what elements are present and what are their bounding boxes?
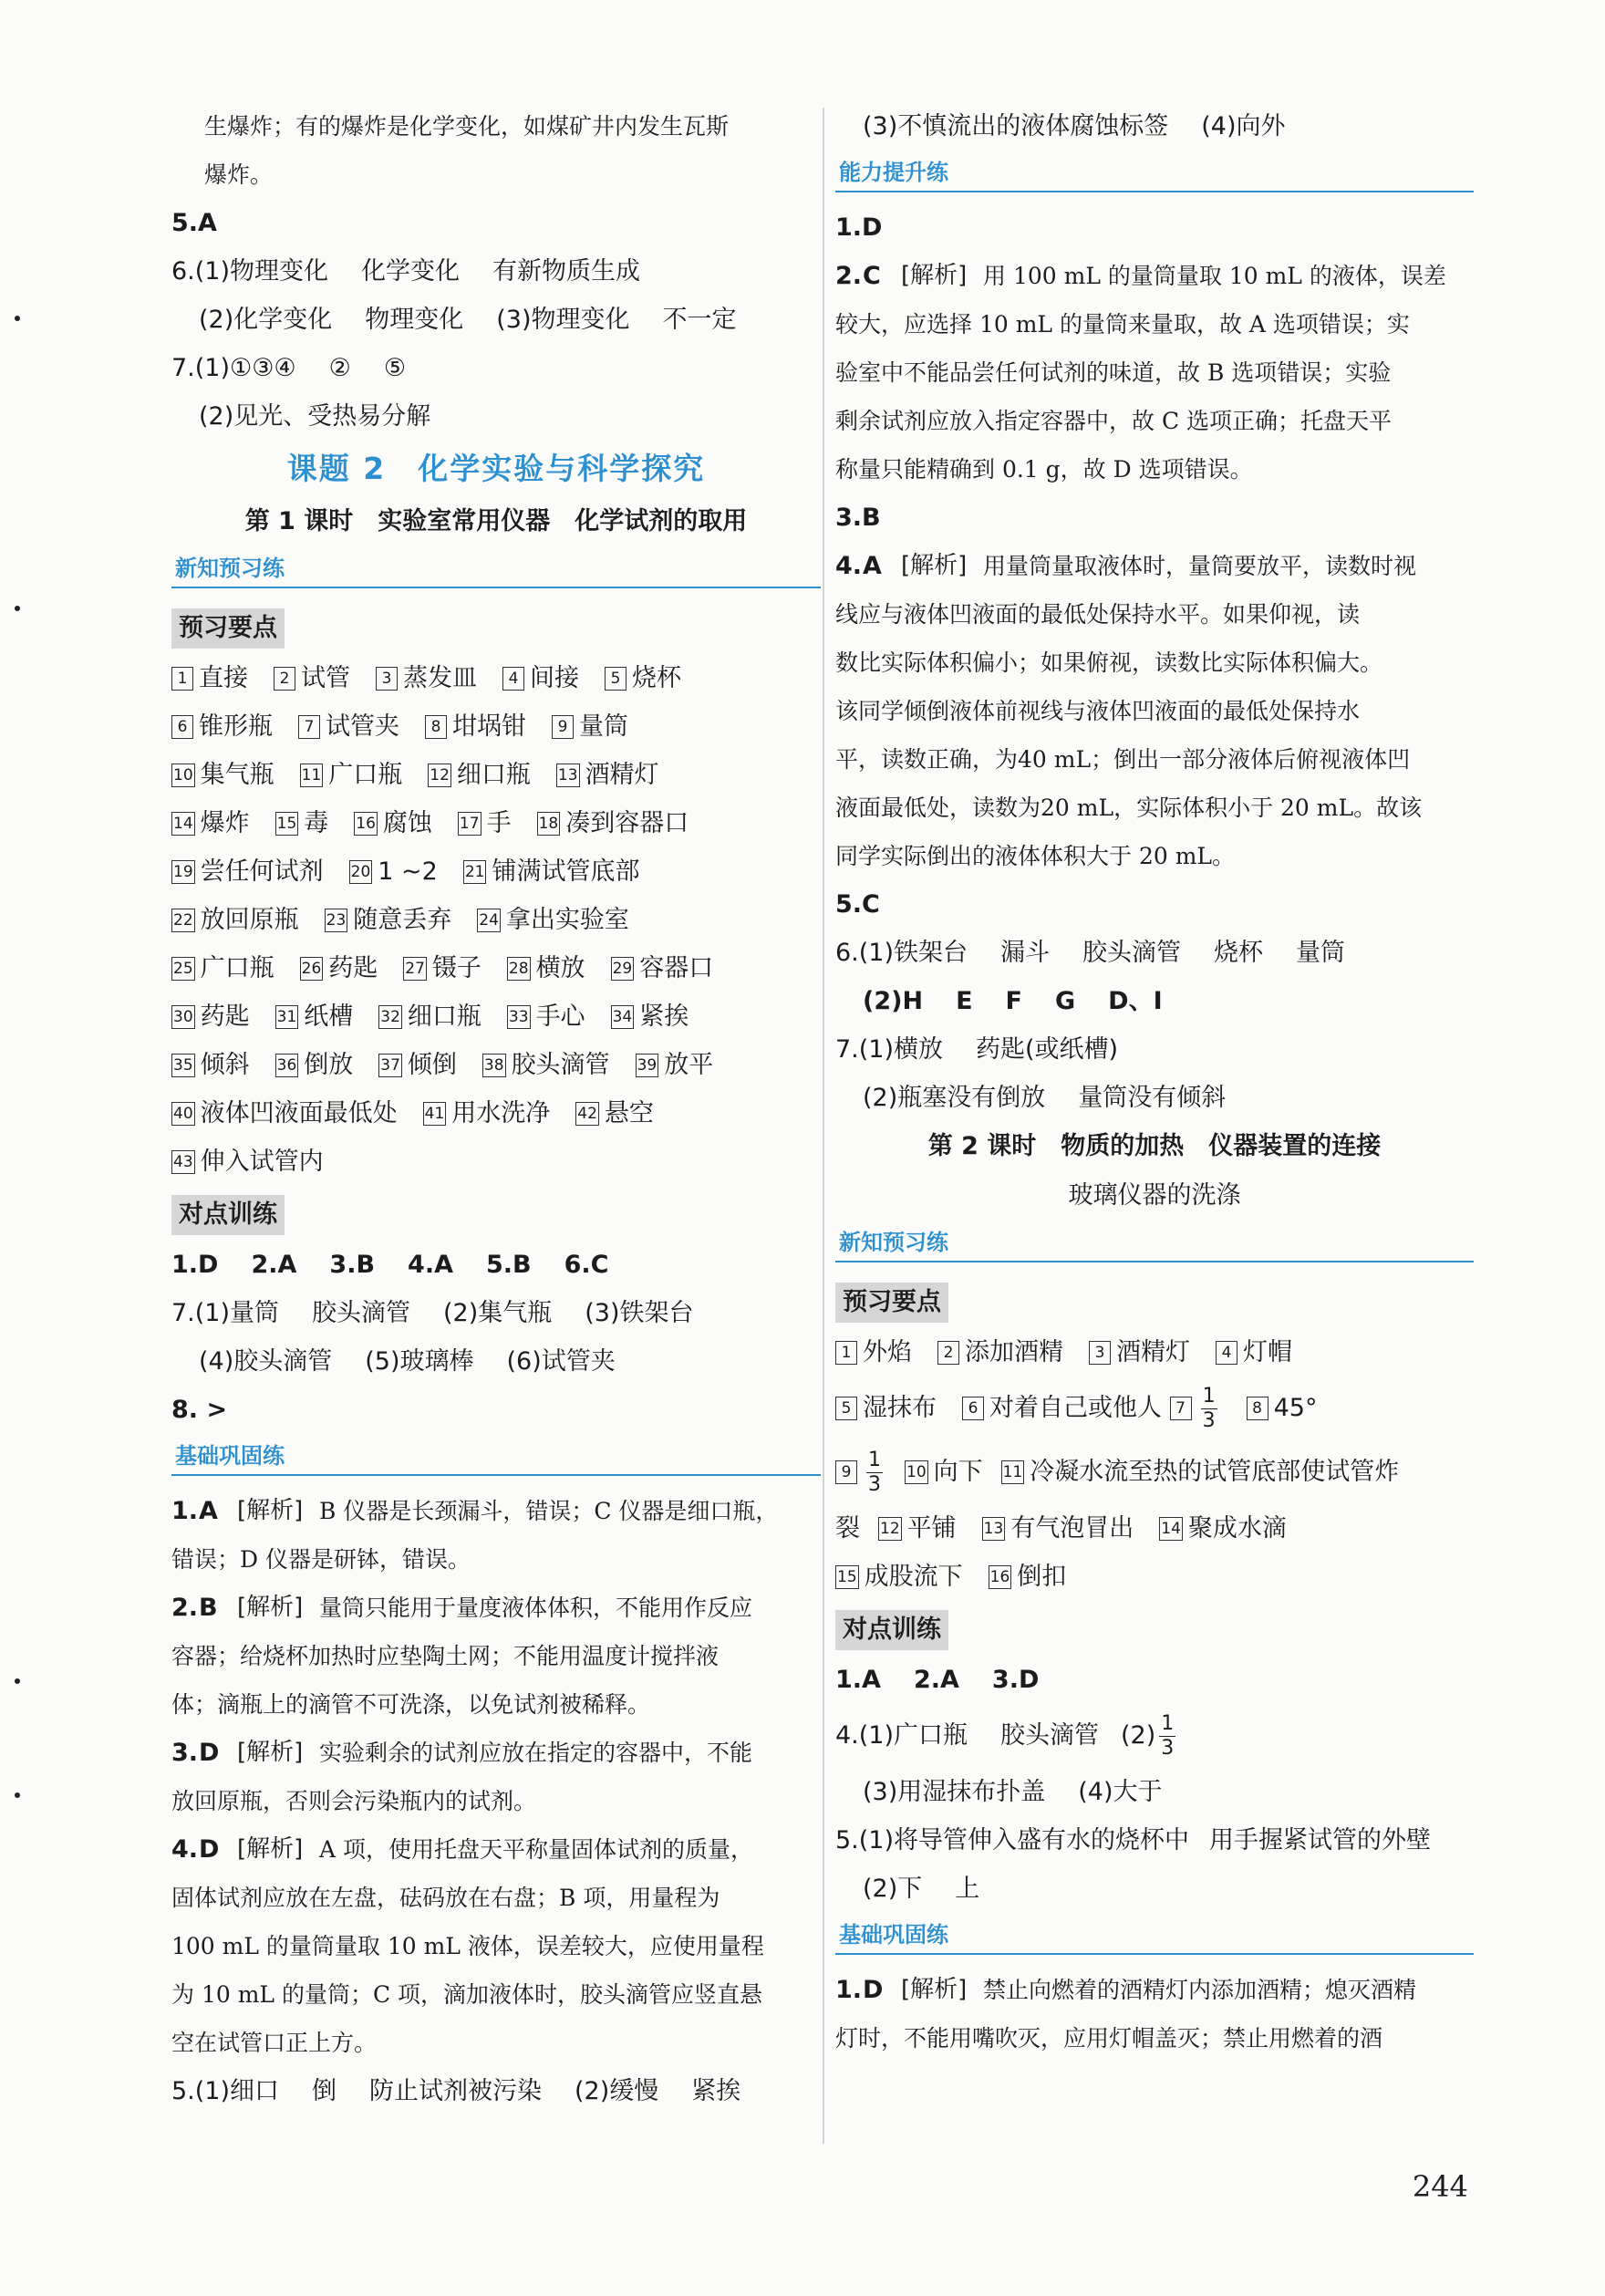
item-number-box: 24 xyxy=(477,909,501,932)
margin-dot xyxy=(15,1678,20,1684)
analysis-label: [解析] xyxy=(237,1594,304,1621)
analysis-line: 液面最低处，读数为20 mL，实际体积小于 20 mL。故该 xyxy=(835,795,1423,821)
item-number-box: 14 xyxy=(1159,1517,1183,1541)
item-answer: 广口瓶 xyxy=(328,761,403,789)
item-number-box: 34 xyxy=(611,1005,635,1029)
answer-6-line2: (2)化学变化 物理变化 (3)物理变化 不一定 xyxy=(199,306,737,334)
item-answer: 酒精灯 xyxy=(585,761,659,789)
preview-item xyxy=(171,847,324,896)
preview-item xyxy=(611,992,689,1041)
preview-item xyxy=(171,992,250,1041)
item-answer: 药匙 xyxy=(200,1003,250,1031)
nengli-answer-2 xyxy=(835,252,1474,493)
item-number-box: 42 xyxy=(575,1102,599,1126)
preview-item xyxy=(378,992,482,1041)
preview-items-row xyxy=(171,702,821,751)
tag-xinzhi: 新知预习练 xyxy=(835,1226,1474,1266)
preview-item xyxy=(507,992,585,1041)
analysis-line: 同学实际倒出的液体体积大于 20 mL。 xyxy=(835,843,1236,869)
question-number: 4. xyxy=(835,552,863,580)
preview-item xyxy=(298,702,399,751)
analysis-line: 错误；D 仪器是研钵，错误。 xyxy=(171,1546,471,1573)
item-answer: 镊子 xyxy=(431,954,482,982)
item-answer: 紧挨 xyxy=(639,1003,689,1031)
item-answer: 倾斜 xyxy=(200,1051,250,1079)
left-column xyxy=(171,102,821,2115)
tag-jichu: 基础巩固练 xyxy=(835,1918,1474,1958)
preview-item xyxy=(275,992,354,1041)
analysis-line: B 仪器是长颈漏斗，错误；C 仪器是细口瓶， xyxy=(319,1498,779,1524)
item-number-box: 2 xyxy=(937,1341,959,1365)
preview-item xyxy=(275,799,329,847)
preview-item xyxy=(605,654,681,702)
item-answer: 凑到容器口 xyxy=(565,809,689,837)
item-answer: 细口瓶 xyxy=(407,1003,482,1031)
nengli-answer-1: 1.D xyxy=(835,213,883,242)
item-answer: 容器口 xyxy=(639,954,714,982)
tag-nengli: 能力提升练 xyxy=(835,156,1474,196)
preview-item xyxy=(937,1328,1063,1377)
question-number: 1. xyxy=(835,1976,863,2004)
preview-items-row xyxy=(171,799,821,847)
item-number-box: 5 xyxy=(605,667,626,691)
nengli-answer-6-line2: (2)H E F G D、I xyxy=(863,987,1163,1015)
item-number-box: 13 xyxy=(556,764,580,787)
item-answer: 酒精灯 xyxy=(1116,1338,1190,1366)
item-number-box: 4 xyxy=(1216,1341,1237,1365)
analysis-line: 空在试管口正上方。 xyxy=(171,2030,378,2056)
preview-item xyxy=(835,1328,912,1377)
item-number-box: 36 xyxy=(275,1054,299,1077)
analysis-answer xyxy=(171,1584,821,1729)
question-number: 2. xyxy=(171,1594,199,1622)
item-answer: 集气瓶 xyxy=(200,761,274,789)
preview-items-row xyxy=(171,896,821,944)
item-number-box: 19 xyxy=(171,860,195,884)
item-answer: 铺满试管底部 xyxy=(492,857,640,886)
lesson-title: 第 2 课时 物质的加热 仪器装置的连接 xyxy=(927,1132,1382,1160)
continued-answer: (3)不慎流出的液体腐蚀标签 (4)向外 xyxy=(863,112,1286,140)
duidian-line3: (3)用湿抹布扑盖 (4)大于 xyxy=(863,1778,1163,1806)
preview-item: 10 向下 xyxy=(906,1458,983,1486)
item-number-box: 37 xyxy=(378,1054,402,1077)
preview-items-row xyxy=(171,1041,821,1089)
item-answer: 尝任何试剂 xyxy=(200,857,324,886)
item-answer: 坩埚钳 xyxy=(452,712,526,741)
item-answer: 伸入试管内 xyxy=(200,1148,324,1176)
item-number-box: 26 xyxy=(300,957,324,981)
margin-dot xyxy=(15,606,20,611)
item-number-box: 11 xyxy=(300,764,324,787)
answer-letter: A xyxy=(199,1497,218,1525)
preview-item xyxy=(171,944,274,992)
item-number-box: 27 xyxy=(403,957,427,981)
preview-items-row xyxy=(835,1440,1474,1504)
item-number-box: 12 xyxy=(428,764,451,787)
answer-7-line2: (2)见光、受热易分解 xyxy=(199,402,431,431)
preview-item xyxy=(575,1089,654,1138)
preview-items-row: 裂 12 平铺 13 有气泡冒出 14 聚成水滴 xyxy=(835,1504,1474,1553)
analysis-label: [解析] xyxy=(901,262,968,289)
item-answer: 用水洗净 xyxy=(451,1099,551,1127)
item-number-box: 12 xyxy=(878,1517,902,1541)
item-number-box: 3 xyxy=(376,667,398,691)
preview-items xyxy=(171,654,821,1186)
item-number-box: 40 xyxy=(171,1102,195,1126)
jichu-answers xyxy=(171,1487,821,2067)
item-answer: 试管 xyxy=(301,664,350,692)
preview-item xyxy=(423,1089,551,1138)
item-number-box: 43 xyxy=(171,1150,195,1174)
fraction: $\frac{1}{3}$ xyxy=(1161,1712,1175,1760)
item-answer: 添加酒精 xyxy=(965,1338,1063,1366)
preview-item xyxy=(477,896,629,944)
preview-items-row xyxy=(171,654,821,702)
preview-item xyxy=(878,1504,957,1553)
analysis-answer xyxy=(835,252,1474,493)
preview-item xyxy=(1089,1328,1190,1377)
item-answer: 手心 xyxy=(535,1003,585,1031)
preview-item xyxy=(458,799,512,847)
item-answer: 直接 xyxy=(199,664,248,692)
preview-item xyxy=(552,702,628,751)
item-number-box: 18 xyxy=(537,812,561,836)
preview-item: 11 冷凝水流至热的试管底部使试管炸 xyxy=(1002,1458,1400,1486)
lesson-subtitle: 玻璃仪器的洗涤 xyxy=(1068,1181,1241,1210)
item-answer: 药匙 xyxy=(328,954,378,982)
answer-letter: D xyxy=(199,1835,220,1864)
analysis-line: 体；滴瓶上的滴管不可洗涤，以免试剂被稀释。 xyxy=(171,1691,651,1718)
item-number-box: 28 xyxy=(507,957,531,981)
analysis-line: 禁止向燃着的酒精灯内添加酒精；熄灭酒精 xyxy=(983,1977,1417,2003)
continued-text: 生爆炸；有的爆炸是化学变化，如煤矿井内发生瓦斯 爆炸。 xyxy=(204,113,730,188)
nengli-answer-7-line1: 7.(1)横放 药匙(或纸槽) xyxy=(835,1035,1119,1064)
margin-dot xyxy=(15,1792,20,1798)
preview-item xyxy=(171,654,248,702)
item-answer: 液体凹液面最低处 xyxy=(200,1099,398,1127)
jichu-answer-1 xyxy=(835,1966,1474,2062)
item-answer: 锥形瓶 xyxy=(199,712,273,741)
section-title: 课题 2 化学实验与科学探究 xyxy=(286,451,706,486)
item-number-box: 41 xyxy=(423,1102,447,1126)
preview-item xyxy=(354,799,432,847)
item-answer: 蒸发皿 xyxy=(403,664,477,692)
item-answer: 灯帽 xyxy=(1243,1338,1292,1366)
item-number-box: 23 xyxy=(325,909,348,932)
item-answer: 平铺 xyxy=(906,1514,957,1543)
item-number-box: 3 xyxy=(1089,1341,1111,1365)
item-answer: 倒放 xyxy=(304,1051,354,1079)
analysis-line: 容器；给烧杯加热时应垫陶土网；不能用温度计搅拌液 xyxy=(171,1643,720,1669)
analysis-line: 验室中不能品尝任何试剂的味道，故 B 选项错误；实验 xyxy=(835,359,1392,386)
item-number-box: 1 xyxy=(835,1341,857,1365)
nengli-answer-4 xyxy=(835,542,1474,880)
fraction: $\frac{1}{3}$ xyxy=(868,1449,881,1496)
answer-7-line1: 7.(1)①③④ ② ⑤ xyxy=(171,354,407,382)
item-answer: 成股流下 xyxy=(864,1563,963,1591)
preview-items-row xyxy=(835,1328,1474,1377)
tag-xinzhi: 新知预习练 xyxy=(171,552,821,592)
preview-item xyxy=(300,944,378,992)
analysis-line: 固体试剂应放在左盘，砝码放在右盘；B 项，用量程为 xyxy=(171,1885,720,1911)
item-number-box: 6 xyxy=(962,1397,984,1420)
analysis-label: [解析] xyxy=(901,552,968,579)
item-answer: 对着自己或他人 xyxy=(989,1394,1162,1422)
item-number-box: 5 xyxy=(835,1397,857,1420)
item-number-box: 15 xyxy=(275,812,299,836)
tag-jichu: 基础巩固练 xyxy=(171,1439,821,1480)
preview-item xyxy=(1216,1328,1292,1377)
preview-item xyxy=(275,1041,354,1089)
analysis-line: 用量筒量取液体时，量筒要放平，读数时视 xyxy=(983,553,1417,579)
analysis-line: 数比实际体积偏小；如果俯视，读数比实际体积偏大。 xyxy=(835,649,1383,676)
analysis-line: 量筒只能用于量度液体体积，不能用作反应 xyxy=(319,1595,753,1621)
item-number-box: 6 xyxy=(171,715,193,739)
nengli-answer-3: 3.B xyxy=(835,504,881,532)
item-answer: 放平 xyxy=(664,1051,714,1079)
analysis-label: [解析] xyxy=(237,1497,304,1524)
item-answer: 间接 xyxy=(530,664,579,692)
item-number-box: 10 xyxy=(171,764,195,787)
item-answer: 倾倒 xyxy=(407,1051,457,1079)
analysis-line: 100 mL 的量筒量取 10 mL 液体，误差较大，应使用量程 xyxy=(171,1933,764,1959)
preview-item xyxy=(376,654,477,702)
question-number: 2. xyxy=(835,262,863,290)
header-yuxi: 预习要点 xyxy=(171,608,285,649)
item-number-box: 25 xyxy=(171,957,195,981)
item-answer: 湿抹布 xyxy=(863,1394,937,1422)
preview-item xyxy=(556,751,659,799)
item-number-box: 21 xyxy=(463,860,487,884)
answer-letter: D xyxy=(863,1976,884,2004)
jichu-answer-5: 5.(1)细口 倒 防止试剂被污染 (2)缓慢 紧挨 xyxy=(171,2077,741,2105)
item-answer: 试管夹 xyxy=(326,712,399,741)
item-answer: 随意丢弃 xyxy=(353,906,452,934)
lesson-title: 第 1 课时 实验室常用仪器 化学试剂的取用 xyxy=(244,507,748,535)
preview-item xyxy=(835,1377,937,1440)
preview-items-row xyxy=(171,1138,821,1186)
preview-item xyxy=(171,896,299,944)
preview-item xyxy=(962,1377,1162,1440)
item-number-box: 29 xyxy=(611,957,635,981)
item-number-box: 13 xyxy=(982,1517,1006,1541)
item-number-box: 22 xyxy=(171,909,195,932)
preview-item xyxy=(171,702,273,751)
duidian-line3: (4)胶头滴管 (5)玻璃棒 (6)试管夹 xyxy=(199,1347,616,1376)
question-number: 1. xyxy=(171,1497,199,1525)
preview-items-row xyxy=(835,1553,1474,1601)
item-number-box: 32 xyxy=(378,1005,402,1029)
duidian-line2: 7.(1)量筒 胶头滴管 (2)集气瓶 (3)铁架台 xyxy=(171,1299,694,1327)
item-answer: 爆炸 xyxy=(200,809,250,837)
question-number: 3. xyxy=(171,1739,199,1767)
preview-item xyxy=(537,799,689,847)
analysis-label: [解析] xyxy=(901,1976,968,2003)
preview-item xyxy=(171,1041,250,1089)
item-answer: 烧杯 xyxy=(632,664,681,692)
item-number-box: 17 xyxy=(458,812,482,836)
item-answer: 腐蚀 xyxy=(382,809,432,837)
right-column xyxy=(835,102,1474,2062)
item-number-box: 16 xyxy=(354,812,378,836)
preview-item: 9 $\frac{1}{3}$ xyxy=(835,1440,886,1504)
preview-item xyxy=(982,1504,1134,1553)
preview-item xyxy=(1159,1504,1287,1553)
analysis-line: 剩余试剂应放入指定容器中，故 C 选项正确；托盘天平 xyxy=(835,408,1393,434)
item-answer: 横放 xyxy=(535,954,585,982)
analysis-line: 该同学倾倒液体前视线与液体凹液面的最低处保持水 xyxy=(835,698,1361,724)
item-number-box: 38 xyxy=(482,1054,506,1077)
analysis-line: 实验剩余的试剂应放在指定的容器中，不能 xyxy=(319,1740,753,1766)
item-answer: 毒 xyxy=(304,809,329,837)
item-answer: 纸槽 xyxy=(304,1003,354,1031)
header-yuxi: 预习要点 xyxy=(835,1283,948,1323)
item-answer: 放回原瓶 xyxy=(200,906,299,934)
preview-item: 7 $\frac{1}{3}$ xyxy=(1170,1377,1221,1440)
analysis-answer xyxy=(171,1729,821,1825)
item-answer: 拿出实验室 xyxy=(505,906,629,934)
item-answer: 量筒 xyxy=(579,712,628,741)
analysis-line: A 项，使用托盘天平称量固体试剂的质量， xyxy=(319,1836,754,1863)
preview-item xyxy=(482,1041,610,1089)
preview-item xyxy=(989,1553,1067,1601)
answer-letter: C xyxy=(863,262,881,290)
item-number-box: 33 xyxy=(507,1005,531,1029)
preview-items-row xyxy=(835,1377,1474,1440)
answer-letter: D xyxy=(199,1739,220,1767)
item-number-box: 2 xyxy=(274,667,295,691)
item-number-box: 4 xyxy=(502,667,524,691)
preview-item xyxy=(403,944,482,992)
item-answer: 广口瓶 xyxy=(200,954,274,982)
preview-item xyxy=(428,751,531,799)
preview-items-row xyxy=(171,751,821,799)
analysis-label: [解析] xyxy=(237,1739,304,1766)
item-answer: 聚成水滴 xyxy=(1187,1514,1287,1543)
column-divider xyxy=(823,108,824,2144)
nengli-answer-6-line1: 6.(1)铁架台 漏斗 胶头滴管 烧杯 量筒 xyxy=(835,939,1346,967)
item-answer: 1 ~2 xyxy=(378,857,438,886)
margin-dot xyxy=(15,316,20,321)
analysis-answer xyxy=(835,542,1474,880)
item-answer: 外焰 xyxy=(863,1338,912,1366)
preview-item xyxy=(502,654,579,702)
item-number-box: 39 xyxy=(636,1054,659,1077)
header-duidian: 对点训练 xyxy=(171,1195,285,1235)
preview-item xyxy=(425,702,526,751)
answer-letter: B xyxy=(199,1594,218,1622)
item-number-box: 30 xyxy=(171,1005,195,1029)
preview-item xyxy=(349,847,438,896)
duidian-line4: 8. > xyxy=(171,1396,228,1424)
analysis-line: 称量只能精确到 0.1 g，故 D 选项错误。 xyxy=(835,456,1253,483)
item-number-box: 20 xyxy=(349,860,373,884)
analysis-answer xyxy=(171,1825,821,2067)
nengli-answer-7-line2: (2)瓶塞没有倒放 量筒没有倾斜 xyxy=(863,1084,1227,1112)
answer-6-line1: 6.(1)物理变化 化学变化 有新物质生成 xyxy=(171,257,641,286)
item-answer: 有气泡冒出 xyxy=(1010,1514,1134,1543)
preview-item: 8 45° xyxy=(1247,1377,1318,1440)
item-number-box: 16 xyxy=(989,1565,1012,1589)
item-number-box: 15 xyxy=(835,1565,859,1589)
preview-item xyxy=(507,944,585,992)
item-number-box: 9 xyxy=(552,715,574,739)
duidian-line5: (2)下 上 xyxy=(863,1875,980,1903)
analysis-line: 灯时，不能用嘴吹灭，应用灯帽盖灭；禁止用燃着的酒 xyxy=(835,2025,1383,2052)
page-number: 244 xyxy=(1412,2169,1468,2204)
question-number: 4. xyxy=(171,1835,199,1864)
preview-item xyxy=(171,751,274,799)
answer-5: 5.A xyxy=(171,209,217,237)
preview-item xyxy=(171,799,250,847)
item-answer: 细口瓶 xyxy=(456,761,531,789)
answer-letter: A xyxy=(863,552,882,580)
preview-items-row xyxy=(171,847,821,896)
item-number-box: 7 xyxy=(298,715,320,739)
preview-item xyxy=(274,654,350,702)
preview-item xyxy=(171,1138,324,1186)
preview-item xyxy=(300,751,403,799)
analysis-answer xyxy=(171,1487,821,1584)
analysis-line: 用 100 mL 的量筒量取 10 mL 的液体，误差 xyxy=(983,263,1446,289)
duidian-line1: 1.D 2.A 3.B 4.A 5.B 6.C xyxy=(171,1251,609,1279)
item-number-box: 8 xyxy=(425,715,447,739)
header-duidian: 对点训练 xyxy=(835,1610,948,1650)
preview-items-row xyxy=(171,1089,821,1138)
analysis-line: 线应与液体凹液面的最低处保持水平。如果仰视，读 xyxy=(835,601,1361,628)
duidian-line1: 1.A 2.A 3.D xyxy=(835,1666,1040,1694)
analysis-line: 为 10 mL 的量筒；C 项，滴加液体时，胶头滴管应竖直悬 xyxy=(171,1981,763,2008)
item-answer: 胶头滴管 xyxy=(511,1051,610,1079)
fraction: $\frac{1}{3}$ xyxy=(1202,1385,1216,1432)
preview-item xyxy=(611,944,714,992)
analysis-line: 平，读数正确，为40 mL；倒出一部分液体后俯视液体凹 xyxy=(835,746,1411,773)
preview-item xyxy=(835,1553,963,1601)
preview-item xyxy=(636,1041,714,1089)
preview-item xyxy=(171,1089,398,1138)
item-number-box: 35 xyxy=(171,1054,195,1077)
preview-items-row xyxy=(171,944,821,992)
item-number-box: 14 xyxy=(171,812,195,836)
analysis-label: [解析] xyxy=(237,1835,304,1863)
preview-items-row xyxy=(171,992,821,1041)
analysis-line: 较大，应选择 10 mL 的量筒来量取，故 A 选项错误；实 xyxy=(835,311,1410,338)
preview-item xyxy=(463,847,640,896)
analysis-line: 放回原瓶，否则会污染瓶内的试剂。 xyxy=(171,1788,537,1814)
duidian-line2: 4.(1)广口瓶 胶头滴管 (2) $\frac{1}{3}$ xyxy=(835,1712,1175,1760)
nengli-answer-5: 5.C xyxy=(835,890,880,919)
preview-item xyxy=(325,896,452,944)
item-number-box: 1 xyxy=(171,667,193,691)
analysis-answer xyxy=(835,1966,1474,2062)
duidian-line4: 5.(1)将导管伸入盛有水的烧杯中 用手握紧试管的外壁 xyxy=(835,1826,1432,1854)
item-answer: 悬空 xyxy=(604,1099,654,1127)
preview-item xyxy=(378,1041,457,1089)
item-answer: 倒扣 xyxy=(1017,1563,1067,1591)
item-answer: 手 xyxy=(486,809,512,837)
item-number-box: 31 xyxy=(275,1005,299,1029)
